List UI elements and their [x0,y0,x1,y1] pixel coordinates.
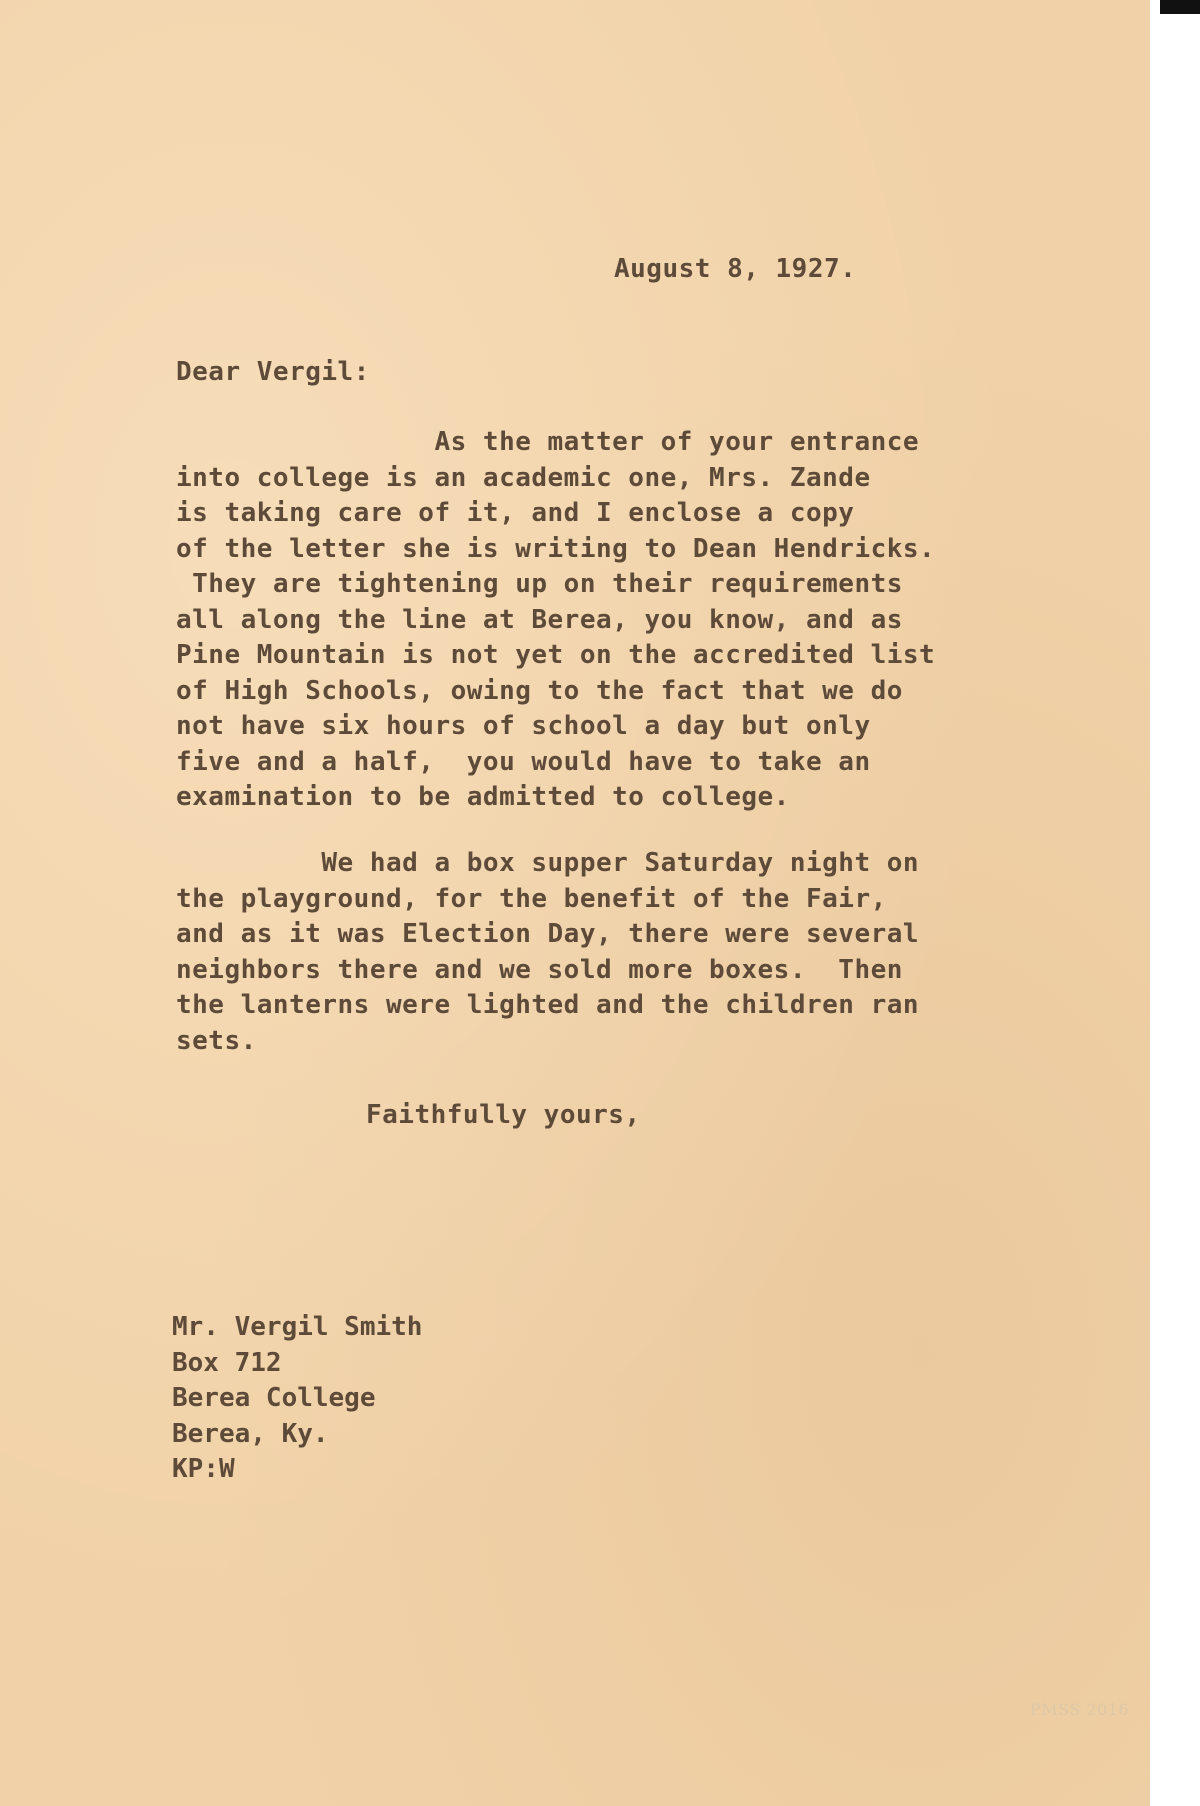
paragraph-line: sets. [176,1025,257,1056]
paragraph-line: of the letter she is writing to Dean Hendricks. [176,533,936,564]
paragraph-line: the playground, for the benefit of the Fair, [176,883,887,914]
paragraph-line: of High Schools, owing to the fact that we do [176,675,903,706]
paragraph-line: the lanterns were lighted and the children ran [176,990,920,1020]
scan-margin [1150,0,1200,1806]
paragraph-line: Pine Mountain is not yet on the accredited list [176,640,936,670]
paragraph-line: We had a box supper Saturday night on [176,848,920,878]
paragraph-line: and as it was Election Day, there were several [176,919,920,949]
letter-paragraph-1 [176,425,935,816]
archive-watermark: PMSS 2016 [1030,1700,1130,1719]
paragraph-line: all along the line at Berea, you know, and as [176,604,903,635]
paragraph-line: five and a half, you would have to take an [176,746,871,777]
address-line: Mr. Vergil Smith [172,1312,423,1342]
recipient-address [172,1310,422,1488]
paragraph-line: is taking care of it, and I enclose a copy [176,498,855,528]
letter-closing: Faithfully yours, [366,1100,641,1130]
paragraph-line: examination to be admitted to college. [176,782,790,812]
paragraph-line: As the matter of your entrance [176,427,920,457]
paragraph-line: neighbors there and we sold more boxes. Then [176,954,903,985]
letter-salutation: Dear Vergil: [176,357,370,387]
scan-corner-mark [1160,0,1200,14]
address-line: Box 712 [172,1347,282,1378]
address-line: KP:W [172,1454,235,1484]
paragraph-line: They are tightening up on their requirements [176,569,903,599]
paragraph-line: into college is an academic one, Mrs. Zande [176,462,871,493]
paragraph-line: not have six hours of school a day but only [176,711,871,741]
address-line: Berea, Ky. [172,1418,329,1449]
letter-paragraph-2 [176,846,919,1059]
address-line: Berea College [172,1383,376,1413]
letter-date: August 8, 1927. [614,254,857,284]
